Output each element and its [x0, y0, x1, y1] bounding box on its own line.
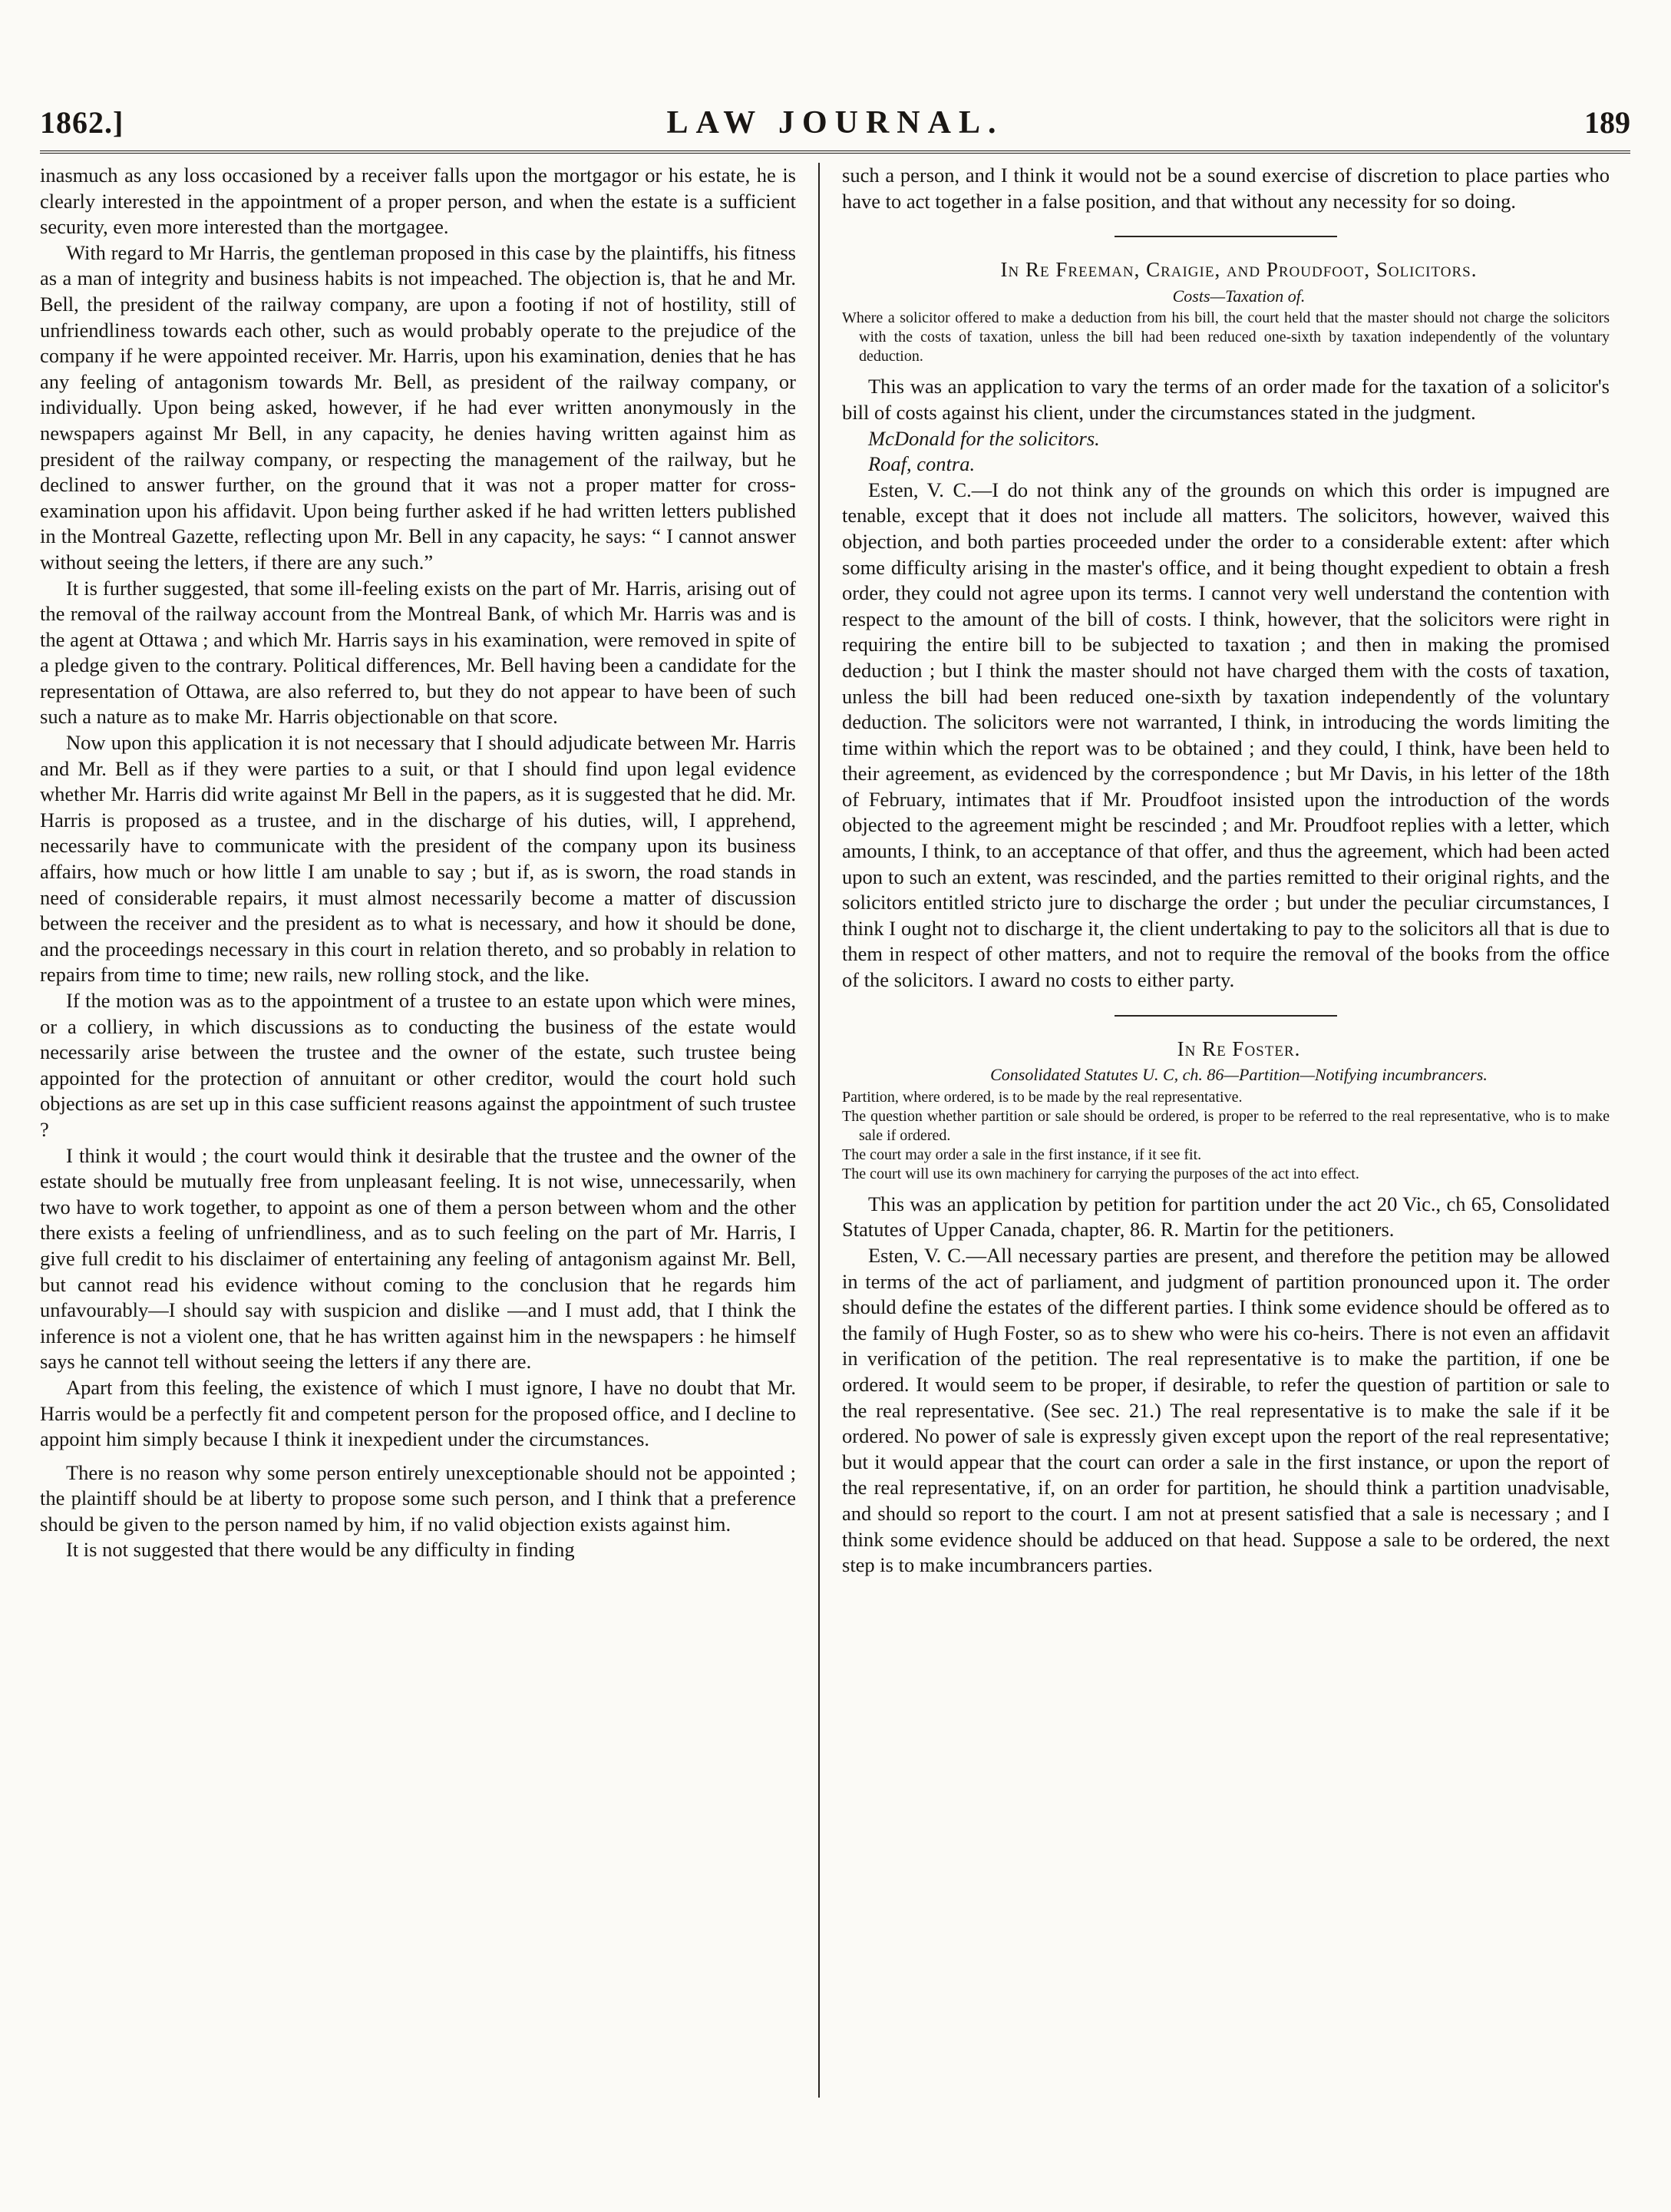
section-separator: [1115, 236, 1337, 237]
case-subtitle: Consolidated Statutes U. C, ch. 86—Partition—Notifying incumbrancers.: [990, 1065, 1488, 1085]
paragraph: such a person, and I think it would not be a sound exercise of discretion to place parties who have to act together in a false position, and that without any necessity for so doing.: [842, 164, 1610, 213]
left-column: [40, 163, 796, 1563]
headnote: Where a solicitor offered to make a deduction from his bill, the court held that the master should not charge the solicitors with the costs of taxation, unless the bill had been reduced one-sixth by taxation independently of the voluntary deduction.: [842, 309, 1610, 365]
paragraph: This was an application by petition for partition under the act 20 Vic., ch 65, Consolidated Statutes of Upper Canada, chapter, 86. R. Martin for the petitioners.: [842, 1192, 1610, 1242]
paragraph: There is no reason why some person entirely unexceptionable should not be appointed ; the plaintiff should be at liberty to propose some such person, and I think that a preference should be given to the person named by him, if no valid objection exists against him.: [40, 1460, 796, 1536]
header-page-number: 189: [1584, 105, 1630, 140]
case-title: In Re Freeman, Craigie, and Proudfoot, Solicitors.: [1000, 258, 1478, 282]
counsel-line: Roaf, contra.: [868, 452, 976, 476]
header-rule: [40, 150, 1630, 154]
paragraph: I think it would ; the court would think it desirable that the trustee and the owner of the estate should be mutually free from unpleasant feeling. It is not wise, unnecessarily, when two have to work together, to appoint as one of them a person between whom and the other there exists a feeling of unfriendliness, and as to such feeling on the part of Mr. Harris, I give full credit to his disclaimer of entertaining any feeling of antagonism against Mr. Bell, but cannot read his evidence without coming to the conclusion that he regards him unfavourably—I should say with suspicion and dislike —and I must add, that I think the inference is not a violent one, that he has written against him in the newspapers : he himself says he cannot tell without seeing the letters if any there are.: [40, 1143, 796, 1374]
paragraph: This was an application to vary the terms of an order made for the taxation of a solicitor's bill of costs against his client, under the circumstances stated in the judgment.: [842, 375, 1610, 424]
header-year: 1862.]: [40, 105, 124, 140]
journal-page: [40, 0, 1630, 2212]
column-divider: [818, 163, 820, 2098]
paragraph: Apart from this feeling, the existence of which I must ignore, I have no doubt that Mr. Harris would be a perfectly fit and competent person for the proposed office, and I decline to appoint him simply because I think it inexpedient under the circumstances.: [40, 1375, 796, 1451]
section-separator: [1115, 1015, 1337, 1017]
paragraph: Now upon this application it is not necessary that I should adjudicate between Mr. Harris and Mr. Bell as if they were parties to a suit, or that I should find upon legal evidence whether Mr. Harris did write against Mr Bell in the papers, as it is suggested that he did. Mr. Harris is proposed as a trustee, and in the discharge of his duties, will, I apprehend, necessarily have to communicate with the president of the company upon its business affairs, how much or how little I am unable to say ; but if, as is sworn, the road stands in need of considerable repairs, it must almost necessarily become a matter of discussion between the receiver and the president as to what is necessary, and how it should be done, and the proceedings necessary in this court in relation thereto, and so probably in relation to repairs from time to time; new rails, new rolling stock, and the like.: [40, 731, 796, 987]
paragraph: It is further suggested, that some ill-feeling exists on the part of Mr. Harris, arising out of the removal of the railway account from the Montreal Bank, of which Mr. Harris was and is the agent at Ottawa ; and which Mr. Harris says in his examination, were removed in spite of a pledge given to the contrary. Political differences, Mr. Bell having been a candidate for the representation of Ottawa, are also referred to, but they do not appear to have been of such such a nature as to make Mr. Harris objectionable on that score.: [40, 576, 796, 729]
case-subtitle: Costs—Taxation of.: [1172, 286, 1306, 306]
paragraph: It is not suggested that there would be any difficulty in finding: [66, 1538, 575, 1562]
judgment: Esten, V. C.—All necessary parties are present, and therefore the petition may be allowed in terms of the act of parliament, and judgment of partition pronounced upon it. The order should define the estates of the different parties. I think some evidence should be offered as to the family of Hugh Foster, so as to shew who were his co-heirs. There is not even an affidavit in verification of the petition. The real representative is to make the partition, if one be ordered. It would seem to be proper, if desirable, to refer the question of partition or sale to the real representative. (See sec. 21.) The real representative is to make the sale if it be ordered. No power of sale is expressly given except upon the report of the real representative; but it would appear that the court can order a sale in the first instance, or upon the report of the real representative, if, on an order for partition, he should think a partition unadvisable, and should so report to the court. I am not at present satisfied that a sale is necessary ; and I think some evidence should be adduced on that head. Suppose a sale to be ordered, the next step is to make incumbrancers parties.: [842, 1244, 1610, 1577]
headnote: The court will use its own machinery for carrying the purposes of the act into effect.: [842, 1165, 1359, 1182]
running-header: [40, 104, 1630, 150]
judgment: Esten, V. C.—I do not think any of the grounds on which this order is impugned are tenable, except that it does not include all matters. The solicitors, however, waived this objection, and both parties proceeded under the order to a considerable extent: after which some difficulty arising in the master's office, and it being thought expedient to obtain a fresh order, they could not agree upon its terms. I cannot very well understand the contention with respect to the amount of the bill of costs. I think, however, that the solicitors were right in requiring the entire bill to be subjected to taxation ; and then in making the promised deduction ; but I think the master should not have charged them with the costs of taxation, unless the bill had been reduced one-sixth by taxation independently of the voluntary deduction. The solicitors were not warranted, I think, in introducing the words limiting the time within which the report was to be obtained ; and they could, I think, have been held to their agreement, as evidenced by the correspondence ; but Mr Davis, in his letter of the 18th of February, intimates that if Mr. Proudfoot insisted upon the introduction of the words objected to the agreement might be rescinded ; and Mr. Proudfoot replies with a letter, which amounts, I think, to an acceptance of that offer, and thus the agreement, which had been acted upon to such an extent, was rescinded, and the parties remitted to their original rights, and the solicitors entitled stricto jure to discharge the order ; but under the peculiar circumstances, I think I ought not to discharge it, the client undertaking to pay to the solicitors all that is due to them in respect of other matters, and not to require the removal of the books from the office of the solicitors. I award no costs to either party.: [842, 478, 1610, 992]
header-journal-title: LAW JOURNAL.: [666, 105, 1004, 141]
counsel-line: McDonald for the solicitors.: [868, 426, 1100, 450]
right-column: [842, 163, 1610, 1579]
paragraph: inasmuch as any loss occasioned by a receiver falls upon the mortgagor or his estate, he is clearly interested in the appointment of a proper person, and when the estate is a sufficient security, even more interested than the mortgagee.: [40, 164, 796, 239]
paragraph: With regard to Mr Harris, the gentleman proposed in this case by the plaintiffs, his fitness as a man of integrity and business habits is not impeached. The objection is, that he and Mr. Bell, the president of the railway company, are upon a footing if not of hostility, still of unfriendliness towards each other, such as would probably operate to the prejudice of the company if he were appointed receiver. Mr. Harris, upon his examination, denies that he has any feeling of antagonism towards Mr. Bell, as president of the railway company, or individually. Upon being asked, however, if he had ever written anonymously in the newspapers against Mr Bell, in any capacity, he denies having written against him as president of the railway company, or respecting the management of the railway, but he declined to answer further, on the ground that it was not a proper matter for cross-examination upon his affidavit. Upon being further asked if he had written letters published in the Montreal Gazette, reflecting upon Mr. Bell in any capacity, he says: “ I cannot answer without seeing the letters, if there are any such.”: [40, 240, 796, 574]
headnote: Partition, where ordered, is to be made by the real representative.: [842, 1088, 1243, 1106]
case-title: In Re Foster.: [1177, 1037, 1301, 1060]
headnote: The question whether partition or sale should be ordered, is proper to be referred to the real representative, who is to make sale if ordered.: [842, 1107, 1610, 1144]
headnote: The court may order a sale in the first instance, if it see fit.: [842, 1146, 1202, 1163]
paragraph: If the motion was as to the appointment of a trustee to an estate upon which were mines, or a colliery, in which discussions as to conducting the business of the estate would necessarily arise between the trustee and the owner of the estate, such trustee being appointed for the protection of annuitant or other creditor, would the court hold such objections as are set up in this case sufficient reasons against the appointment of such trustee ?: [40, 989, 796, 1141]
